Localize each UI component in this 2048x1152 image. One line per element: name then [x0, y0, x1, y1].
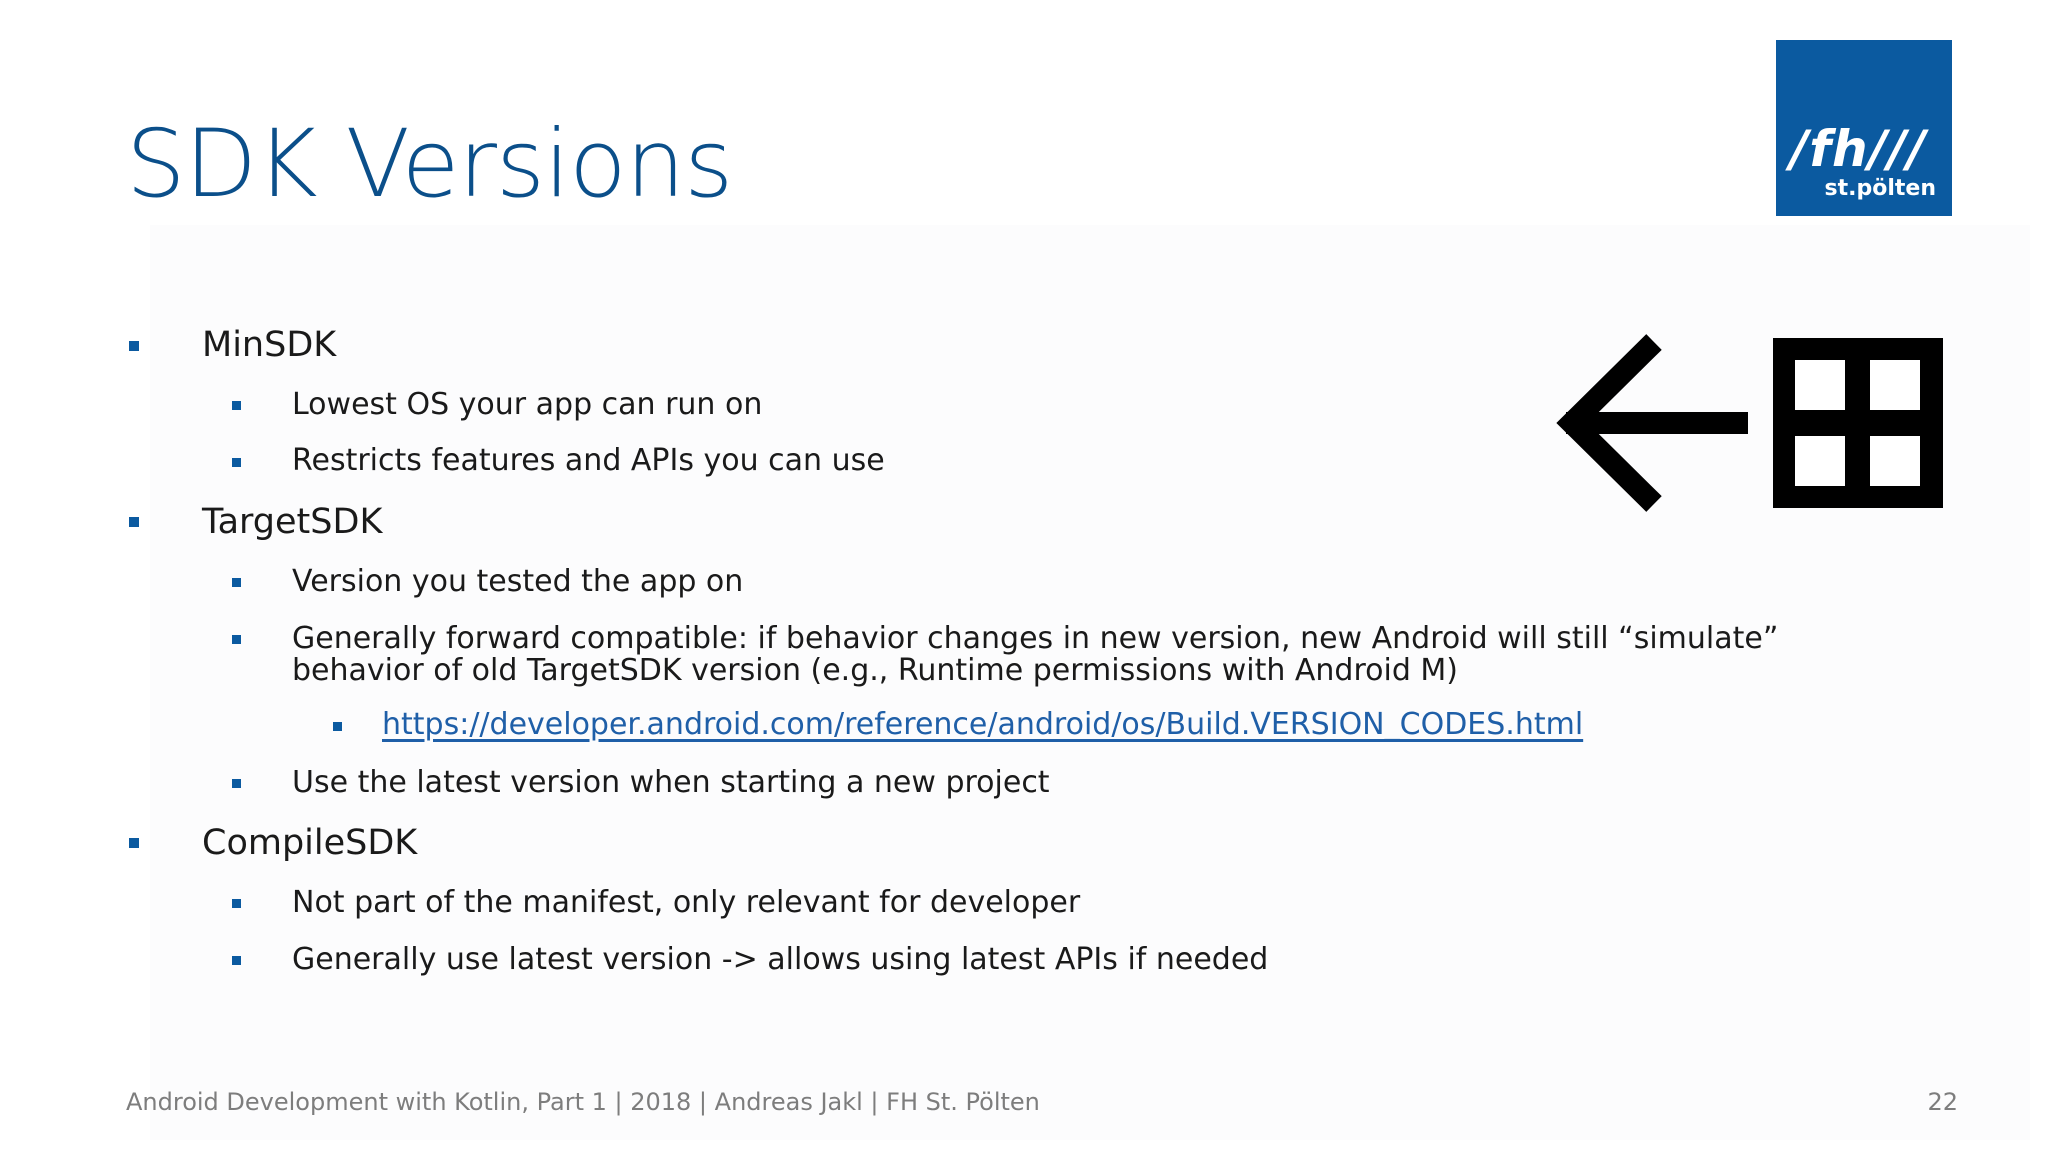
logo-sub-text: st.pölten [1824, 176, 1936, 201]
footer: Android Development with Kotlin, Part 1 | 2018 | Andreas Jakl | FH St. Pölten [126, 1088, 1040, 1116]
logo-main-text: /fh/// [1790, 120, 1927, 178]
grid-icon [1773, 338, 1943, 508]
bullet-marker [232, 458, 241, 467]
bullet-restricts-features: Restricts features and APIs you can use [292, 443, 885, 478]
bullet-lowest-os: Lowest OS your app can run on [292, 387, 763, 422]
bullet-not-manifest: Not part of the manifest, only relevant for developer [292, 885, 1081, 920]
bullet-marker [232, 578, 241, 587]
bullet-marker [232, 635, 241, 644]
bullet-version-tested: Version you tested the app on [292, 564, 744, 599]
arrow-left-icon [1566, 342, 1748, 504]
arrow-left-grid-icon [1548, 330, 1948, 520]
bullet-marker [129, 517, 139, 527]
bullet-targetsdk: TargetSDK [202, 502, 383, 542]
bullet-marker [333, 722, 342, 731]
bullet-marker [232, 779, 241, 788]
bullet-use-latest: Use the latest version when starting a new project [292, 765, 1050, 800]
bullet-marker [232, 401, 241, 410]
slide-title: SDK Versions [126, 110, 733, 219]
version-codes-link[interactable]: https://developer.android.com/reference/android/os/Build.VERSION_CODES.html [382, 707, 1584, 742]
bullet-forward-compatible: Generally forward compatible: if behavior changes in new version, new Android will still “simulate” behavior of old TargetSDK version (e.g., Runtime permissions with Android M) [292, 621, 1779, 688]
bullet-marker [129, 838, 139, 848]
bullet-latest-apis: Generally use latest version -> allows using latest APIs if needed [292, 942, 1269, 977]
bullet-marker [232, 956, 241, 965]
bullet-minsdk: MinSDK [202, 325, 337, 365]
page-number: 22 [1927, 1088, 1958, 1116]
bullet-marker [232, 899, 241, 908]
bullet-marker [129, 341, 139, 351]
bullet-compilesdk: CompileSDK [202, 823, 418, 863]
